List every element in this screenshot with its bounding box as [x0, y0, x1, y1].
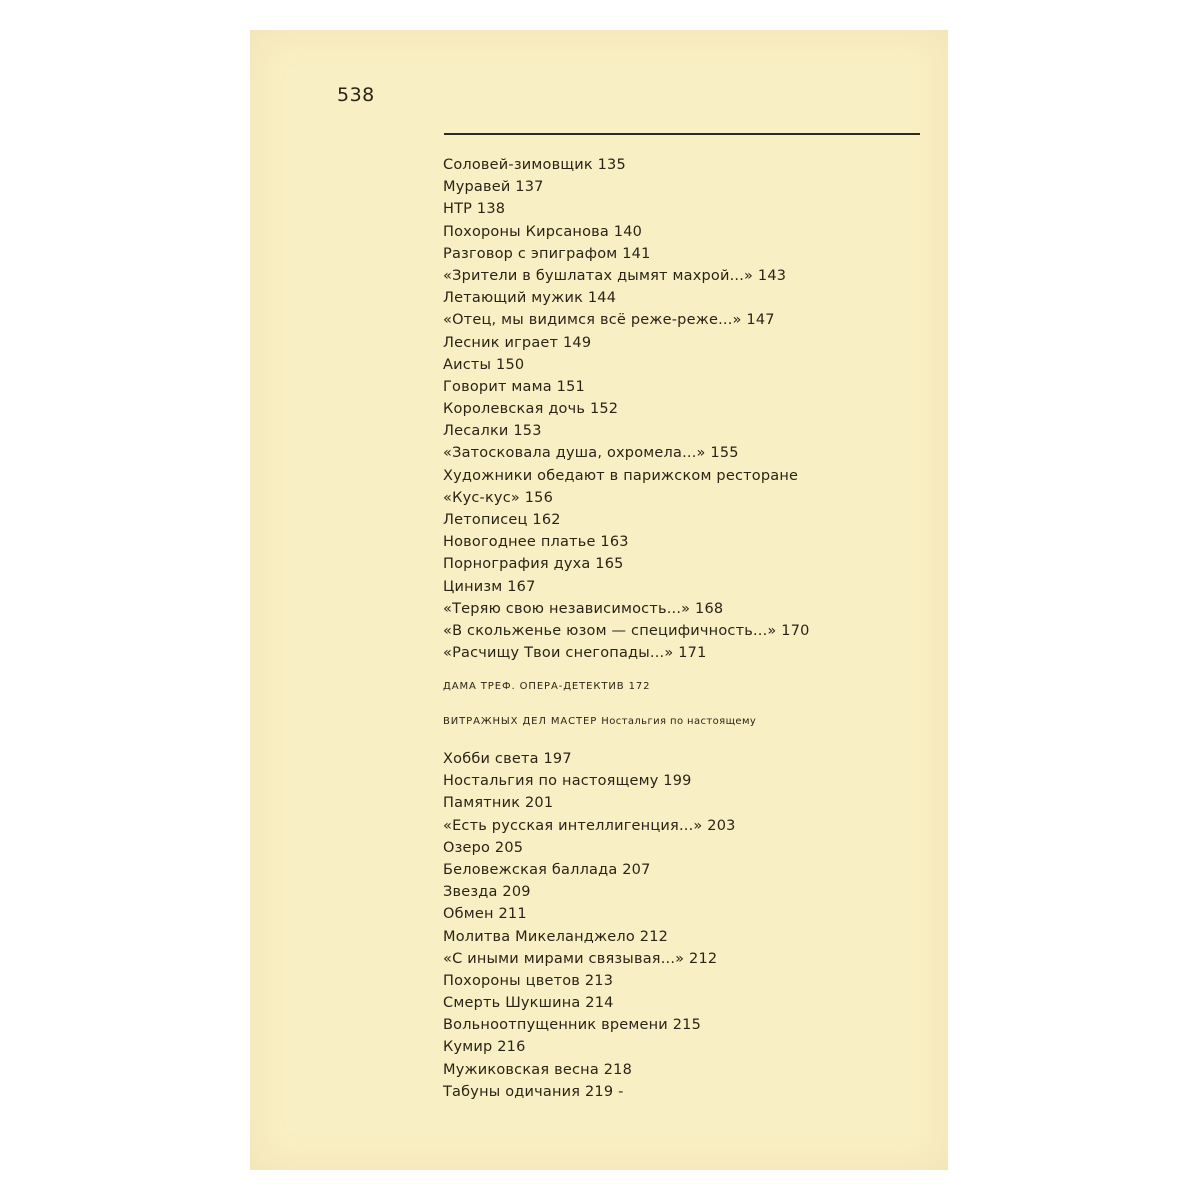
toc-entry: Хобби света 197	[443, 751, 572, 767]
toc-entry: «Отец, мы видимся всё реже-реже...» 147	[443, 312, 775, 329]
toc-entry: Королевская дочь 152	[443, 401, 619, 418]
toc-entry: «Есть русская интеллигенция...» 203	[443, 817, 736, 834]
book-page	[250, 30, 948, 1170]
toc-entry: «Зрители в бушлатах дымят махрой...» 143	[443, 267, 787, 284]
toc-entry: Лесалки 153	[443, 423, 542, 440]
toc-entry: Говорит мама 151	[443, 378, 585, 395]
toc-entry: Лесник играет 149	[443, 334, 592, 351]
toc-entry: Табуны одичания 219 -	[443, 1083, 624, 1100]
toc-entry: Озеро 205	[443, 839, 524, 856]
header-rule	[444, 133, 920, 135]
toc-entry: Смерть Шукшина 214	[443, 995, 614, 1012]
toc-entry: Новогоднее платье 163	[443, 534, 629, 551]
toc-entry: Беловежская баллада 207	[443, 861, 651, 878]
toc-entry: Вольноотпущенник времени 215	[443, 1017, 702, 1034]
toc-entry: Памятник 201	[443, 795, 554, 812]
toc-list-part1	[443, 154, 923, 664]
toc-entry: Летающий мужик 144	[443, 290, 617, 307]
section-title: ВИТРАЖНЫХ ДЕЛ МАСТЕР	[443, 716, 598, 727]
toc-entry: «Затосковала душа, охромела...» 155	[443, 445, 739, 462]
toc-entry: Мужиковская весна 218	[443, 1061, 632, 1078]
toc-entry: Кумир 216	[443, 1039, 526, 1056]
toc-entry: Похороны Кирсанова 140	[443, 223, 643, 240]
toc-entry: Летописец 162	[443, 512, 561, 528]
toc-entry: Обмен 211	[443, 906, 527, 923]
section-heading	[443, 716, 756, 727]
page-number: 538	[337, 84, 375, 106]
toc-entry: Соловей-зимовщик 135	[443, 157, 626, 173]
toc-entry: НТР 138	[443, 201, 506, 218]
toc-list-part2	[443, 748, 923, 1103]
toc-entry: Молитва Микеланджело 212	[443, 928, 669, 945]
toc-entry: Аисты 150	[443, 356, 525, 373]
toc-entry: Муравей 137	[443, 179, 544, 196]
toc-entry: «Теряю свою независимость...» 168	[443, 600, 724, 617]
toc-entry: Разговор с эпиграфом 141	[443, 245, 651, 262]
toc-entry: Цинизм 167	[443, 578, 536, 595]
toc-entry: «В скольженье юзом — специфичность...» 170	[443, 622, 810, 639]
toc-entry: Художники обедают в парижском ресторане	[443, 467, 799, 484]
toc-entry: Похороны цветов 213	[443, 972, 614, 989]
section-heading: ДАМА ТРЕФ. ОПЕРА-ДЕТЕКТИВ 172	[443, 681, 651, 692]
toc-entry: Ностальгия по настоящему 199	[443, 773, 692, 790]
toc-entry: «С иными мирами связывая...» 212	[443, 950, 718, 967]
toc-entry: Звезда 209	[443, 884, 531, 901]
section-subtitle: Ностальгия по настоящему	[601, 716, 757, 727]
toc-entry: Порнография духа 165	[443, 556, 624, 573]
toc-entry: «Расчищу Твои снегопады...» 171	[443, 645, 707, 662]
toc-entry: «Кус-кус» 156	[443, 489, 554, 506]
